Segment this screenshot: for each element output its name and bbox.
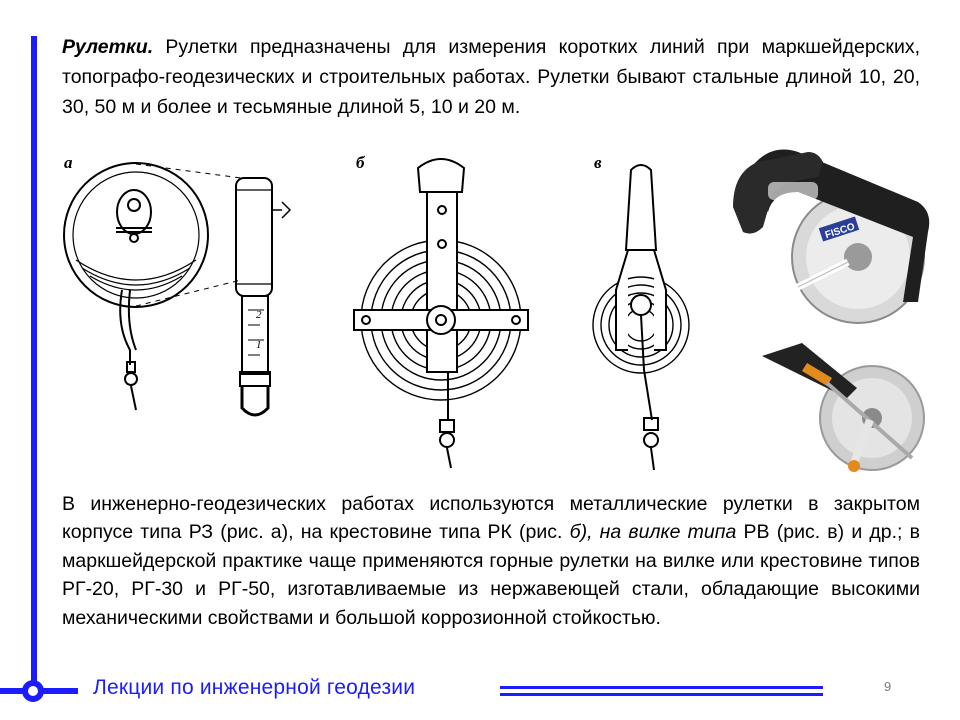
figure-label-b: б — [356, 153, 365, 172]
footer-circle-icon — [22, 680, 44, 702]
body-text-part2: РВ (рис. в) и др.; в маркшейдерской практике чаще применяются горные рулетки на вилке или крестовине типов РГ-20, РГ-30 и РГ-50, изготавливаемые из нержавеющей стали, обладающие высокими механическими свойствами и большой коррозионной стойкостью. — [62, 521, 920, 629]
photo-tape-measure-reel — [752, 338, 942, 478]
page-number: 9 — [884, 679, 892, 694]
footer-double-line — [500, 686, 823, 696]
intro-paragraph — [62, 32, 920, 122]
body-paragraph — [62, 490, 920, 632]
scale-digit: 2 — [256, 309, 262, 321]
intro-text: Рулетки предназначены для измерения коротких линий при маркшейдерских, топографо-геодезических и строительных работах. Рулетки бывают стальные длиной 10, 20, 30, 50 м и более и тесьмяные длиной 5, 10 и 20 м. — [62, 36, 920, 118]
body-text-italic: б), на вилке типа — [562, 521, 737, 544]
scale-digit: 1 — [256, 339, 262, 351]
left-accent-line — [31, 36, 37, 688]
photo-brand-label: FISCO — [823, 221, 857, 242]
photo-tape-measure-frame — [728, 132, 950, 330]
intro-term: Рулетки. — [62, 36, 154, 58]
body-text-part1: В инженерно-геодезических работах используются металлические рулетки в закрытом корпусе типа РЗ (рис. а), на крестовине типа РК (рис. — [62, 493, 920, 544]
figure-label-a: а — [64, 153, 73, 172]
tape-measure-drawings — [56, 150, 711, 482]
footer-title: Лекции по инженерной геодезии — [93, 676, 416, 699]
figure-label-v: в — [594, 153, 602, 172]
